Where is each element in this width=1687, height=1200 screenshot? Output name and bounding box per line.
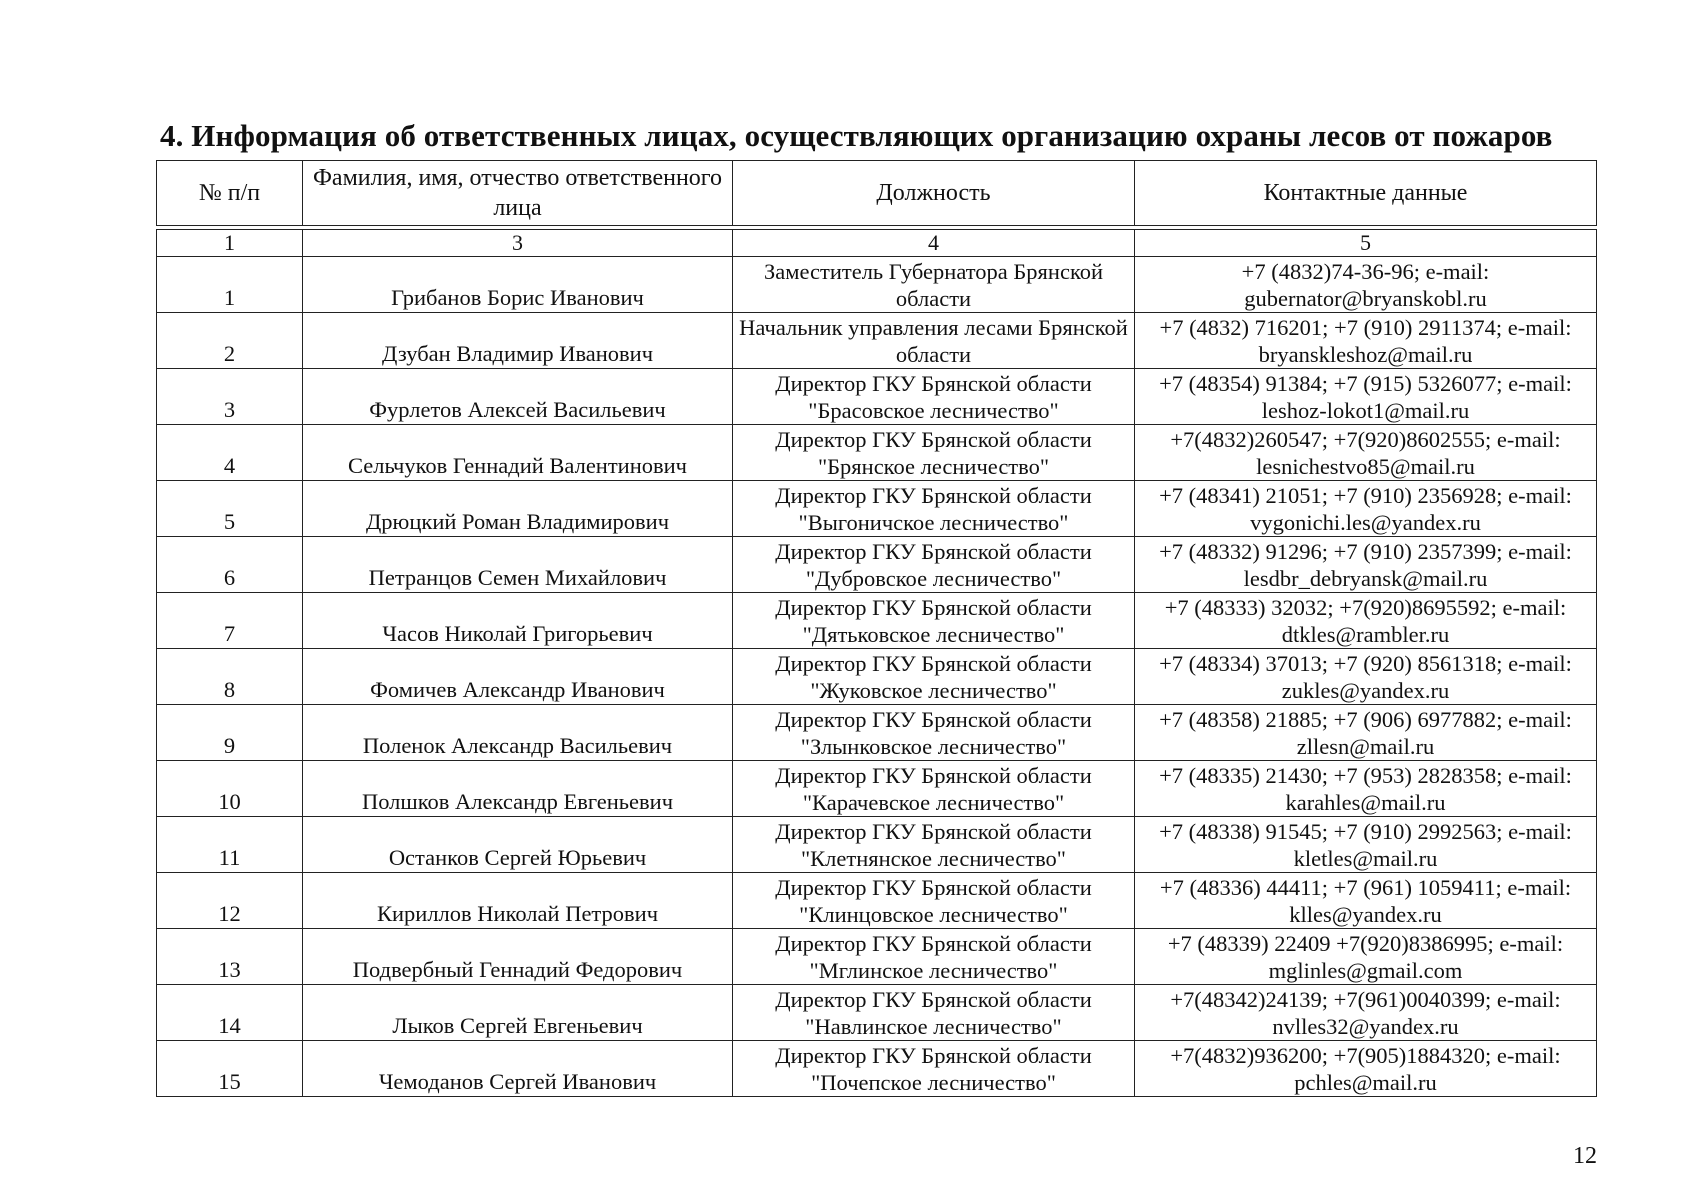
row-number: 13 xyxy=(157,929,303,985)
row-contacts: +7 (4832)74-36-96; e-mail: gubernator@bryanskobl.ru xyxy=(1135,257,1597,313)
header-position: Должность xyxy=(733,161,1135,226)
row-full-name: Фурлетов Алексей Васильевич xyxy=(303,369,733,425)
column-number: 4 xyxy=(733,230,1135,257)
row-full-name: Грибанов Борис Иванович xyxy=(303,257,733,313)
header-fio: Фамилия, имя, отчество ответственного лица xyxy=(303,161,733,226)
table-row xyxy=(157,369,1597,425)
row-contacts: +7 (48354) 91384; +7 (915) 5326077; e-mail: leshoz-lokot1@mail.ru xyxy=(1135,369,1597,425)
table-header-row xyxy=(157,161,1597,226)
row-position: Заместитель Губернатора Брянской области xyxy=(733,257,1135,313)
table-row xyxy=(157,649,1597,705)
table-row xyxy=(157,929,1597,985)
column-number: 1 xyxy=(157,230,303,257)
table-row xyxy=(157,425,1597,481)
row-number: 2 xyxy=(157,313,303,369)
page-number: 12 xyxy=(1573,1143,1597,1169)
row-contacts: +7 (48336) 44411; +7 (961) 1059411; e-mail: klles@yandex.ru xyxy=(1135,873,1597,929)
row-contacts: +7 (48333) 32032; +7(920)8695592; e-mail: dtkles@rambler.ru xyxy=(1135,593,1597,649)
row-full-name: Чемоданов Сергей Иванович xyxy=(303,1041,733,1097)
row-full-name: Дзубан Владимир Иванович xyxy=(303,313,733,369)
row-position: Директор ГКУ Брянской области "Почепское лесничество" xyxy=(733,1041,1135,1097)
row-position: Директор ГКУ Брянской области "Брасовское лесничество" xyxy=(733,369,1135,425)
row-position: Директор ГКУ Брянской области "Карачевское лесничество" xyxy=(733,761,1135,817)
row-full-name: Сельчуков Геннадий Валентинович xyxy=(303,425,733,481)
table-row xyxy=(157,257,1597,313)
header-num: № п/п xyxy=(157,161,303,226)
header-contacts: Контактные данные xyxy=(1135,161,1597,226)
table-row xyxy=(157,985,1597,1041)
row-position: Начальник управления лесами Брянской области xyxy=(733,313,1135,369)
responsible-persons-table xyxy=(156,160,1597,1097)
table-row xyxy=(157,761,1597,817)
row-position: Директор ГКУ Брянской области "Мглинское лесничество" xyxy=(733,929,1135,985)
row-full-name: Фомичев Александр Иванович xyxy=(303,649,733,705)
row-full-name: Кириллов Николай Петрович xyxy=(303,873,733,929)
row-full-name: Петранцов Семен Михайлович xyxy=(303,537,733,593)
row-full-name: Дрюцкий Роман Владимирович xyxy=(303,481,733,537)
row-number: 5 xyxy=(157,481,303,537)
row-contacts: +7 (4832) 716201; +7 (910) 2911374; e-mail: bryanskleshoz@mail.ru xyxy=(1135,313,1597,369)
row-position: Директор ГКУ Брянской области "Клинцовское лесничество" xyxy=(733,873,1135,929)
table-row xyxy=(157,313,1597,369)
column-number: 5 xyxy=(1135,230,1597,257)
row-contacts: +7 (48332) 91296; +7 (910) 2357399; e-mail: lesdbr_debryansk@mail.ru xyxy=(1135,537,1597,593)
row-contacts: +7(4832)936200; +7(905)1884320; e-mail: pchles@mail.ru xyxy=(1135,1041,1597,1097)
row-number: 9 xyxy=(157,705,303,761)
row-full-name: Часов Николай Григорьевич xyxy=(303,593,733,649)
row-position: Директор ГКУ Брянской области "Навлинское лесничество" xyxy=(733,985,1135,1041)
row-contacts: +7(48342)24139; +7(961)0040399; e-mail: nvlles32@yandex.ru xyxy=(1135,985,1597,1041)
row-position: Директор ГКУ Брянской области "Дубровское лесничество" xyxy=(733,537,1135,593)
row-number: 11 xyxy=(157,817,303,873)
row-full-name: Подвербный Геннадий Федорович xyxy=(303,929,733,985)
row-number: 8 xyxy=(157,649,303,705)
row-position: Директор ГКУ Брянской области "Брянское лесничество" xyxy=(733,425,1135,481)
table-row xyxy=(157,873,1597,929)
row-full-name: Останков Сергей Юрьевич xyxy=(303,817,733,873)
row-full-name: Полшков Александр Евгеньевич xyxy=(303,761,733,817)
row-contacts: +7 (48358) 21885; +7 (906) 6977882; e-mail: zllesn@mail.ru xyxy=(1135,705,1597,761)
row-number: 3 xyxy=(157,369,303,425)
row-full-name: Поленок Александр Васильевич xyxy=(303,705,733,761)
table-row xyxy=(157,537,1597,593)
row-contacts: +7 (48341) 21051; +7 (910) 2356928; e-mail: vygonichi.les@yandex.ru xyxy=(1135,481,1597,537)
row-position: Директор ГКУ Брянской области "Злынковское лесничество" xyxy=(733,705,1135,761)
row-number: 1 xyxy=(157,257,303,313)
page-title: 4. Информация об ответственных лицах, осуществляющих организацию охраны лесов от пожаров xyxy=(160,118,1553,153)
row-number: 10 xyxy=(157,761,303,817)
row-number: 6 xyxy=(157,537,303,593)
row-contacts: +7 (48339) 22409 +7(920)8386995; e-mail: mglinles@gmail.com xyxy=(1135,929,1597,985)
row-contacts: +7 (48334) 37013; +7 (920) 8561318; e-mail: zukles@yandex.ru xyxy=(1135,649,1597,705)
row-contacts: +7(4832)260547; +7(920)8602555; e-mail: lesnichestvo85@mail.ru xyxy=(1135,425,1597,481)
table-row xyxy=(157,817,1597,873)
row-number: 12 xyxy=(157,873,303,929)
row-contacts: +7 (48335) 21430; +7 (953) 2828358; e-mail: karahles@mail.ru xyxy=(1135,761,1597,817)
column-number: 3 xyxy=(303,230,733,257)
row-number: 14 xyxy=(157,985,303,1041)
table-row xyxy=(157,705,1597,761)
row-position: Директор ГКУ Брянской области "Клетнянское лесничество" xyxy=(733,817,1135,873)
table-row xyxy=(157,1041,1597,1097)
row-number: 7 xyxy=(157,593,303,649)
row-number: 4 xyxy=(157,425,303,481)
table-row xyxy=(157,481,1597,537)
row-number: 15 xyxy=(157,1041,303,1097)
row-position: Директор ГКУ Брянской области "Выгоничское лесничество" xyxy=(733,481,1135,537)
row-position: Директор ГКУ Брянской области "Дятьковское лесничество" xyxy=(733,593,1135,649)
row-full-name: Лыков Сергей Евгеньевич xyxy=(303,985,733,1041)
table-row xyxy=(157,593,1597,649)
column-numbers-row xyxy=(157,230,1597,257)
row-contacts: +7 (48338) 91545; +7 (910) 2992563; e-mail: kletles@mail.ru xyxy=(1135,817,1597,873)
row-position: Директор ГКУ Брянской области "Жуковское лесничество" xyxy=(733,649,1135,705)
